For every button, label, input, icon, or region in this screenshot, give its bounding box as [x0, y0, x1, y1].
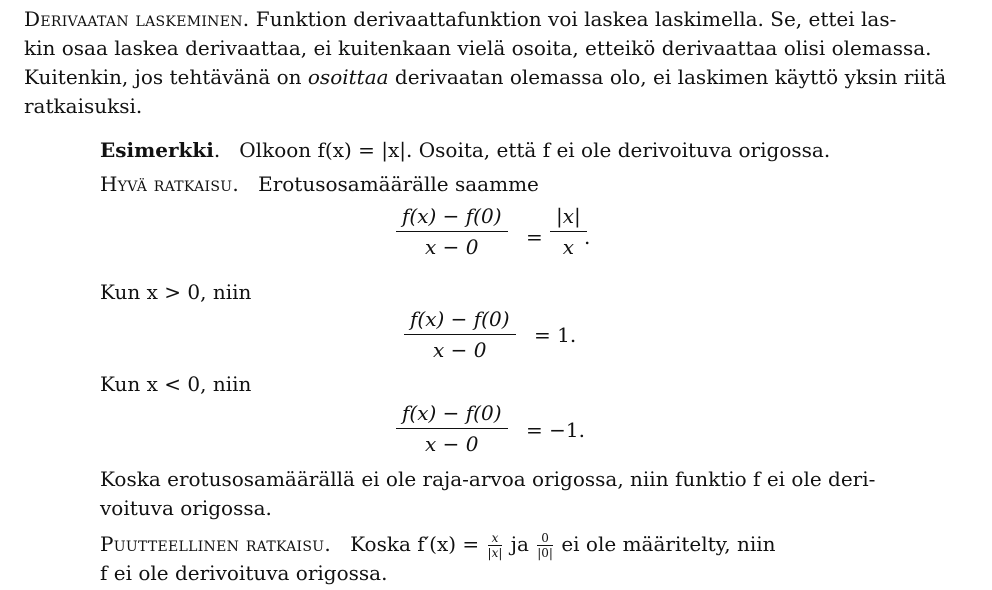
eq1-period: . [584, 225, 591, 249]
incomplete-line-1 [100, 530, 890, 559]
intro-line-1 [24, 5, 959, 34]
conclusion-line-2: voituva origossa. [100, 496, 272, 520]
eq1-rhs-fraction [550, 204, 587, 259]
eq3-rhs: = −1. [526, 418, 585, 442]
example-text: Olkoon f(x) = |x|. Osoita, että f ei ole derivoituva origossa. [239, 138, 831, 162]
intro-text-3a: Kuitenkin, jos tehtävänä on [24, 65, 308, 89]
incomplete-text-b: ja [510, 532, 529, 556]
intro-text-3b: derivaatan olemassa olo, ei laskimen käyttö yksin riitä [388, 65, 947, 89]
intro-emphasis: osoittaa [307, 65, 389, 89]
eq3-numerator: f(x) − f(0) [396, 401, 508, 429]
intro-text-1: Funktion derivaattafunktion voi laskea laskimella. Se, ettei las- [249, 7, 897, 31]
eq1-rhs-numerator: |x| [550, 204, 587, 232]
eq3-denominator: x − 0 [425, 432, 479, 456]
small-fraction-zero-over-abs-zero [537, 532, 553, 559]
eq3-fraction [396, 401, 508, 456]
conclusion-line-1: Koska erotusosamäärällä ei ole raja-arvoa origossa, niin funktio f ei ole deri- [100, 467, 876, 491]
good-solution-text: Erotusosamäärälle saamme [258, 172, 539, 196]
small-frac-2-num: 0 [537, 532, 553, 546]
eq1-rhs-denominator: x [562, 235, 575, 259]
intro-line-2: kin osaa laskea derivaattaa, ei kuitenkaan vielä osoita, etteikö derivaattaa olisi olemassa. [24, 36, 932, 60]
eq2-denominator: x − 0 [433, 338, 487, 362]
good-conclusion [100, 465, 890, 523]
incomplete-text-a: Koska f′(x) = [350, 532, 480, 556]
good-solution-intro [100, 170, 890, 199]
intro-paragraph [24, 5, 959, 121]
incomplete-text-c: ei ole määritelty, niin [561, 532, 776, 556]
incomplete-solution-label: Puutteellinen ratkaisu. [100, 532, 332, 556]
small-frac-1-den: |x| [487, 546, 503, 560]
intro-line-3 [24, 63, 959, 92]
eq1-lhs-fraction [396, 204, 508, 259]
section-heading: Derivaatan laskeminen. [24, 7, 250, 31]
small-frac-2-den: |0| [537, 546, 553, 560]
eq2-fraction [404, 307, 516, 362]
small-frac-1-num: x [488, 532, 503, 546]
case-positive: Kun x > 0, niin [100, 280, 252, 304]
eq1-numerator: f(x) − f(0) [396, 204, 508, 232]
eq1-denominator: x − 0 [425, 235, 479, 259]
small-fraction-x-over-abs-x [488, 532, 503, 559]
example-label-dot: . [213, 138, 221, 162]
example-statement [100, 136, 890, 165]
example-label: Esimerkki [100, 138, 214, 162]
case-negative: Kun x < 0, niin [100, 372, 252, 396]
incomplete-solution [100, 530, 890, 588]
incomplete-line-2: f ei ole derivoituva origossa. [100, 561, 388, 585]
eq1-equals: = [526, 225, 543, 249]
intro-line-4: ratkaisuksi. [24, 94, 143, 118]
eq2-numerator: f(x) − f(0) [404, 307, 516, 335]
eq2-rhs: = 1. [534, 323, 577, 347]
good-solution-label: Hyvä ratkaisu. [100, 172, 240, 196]
